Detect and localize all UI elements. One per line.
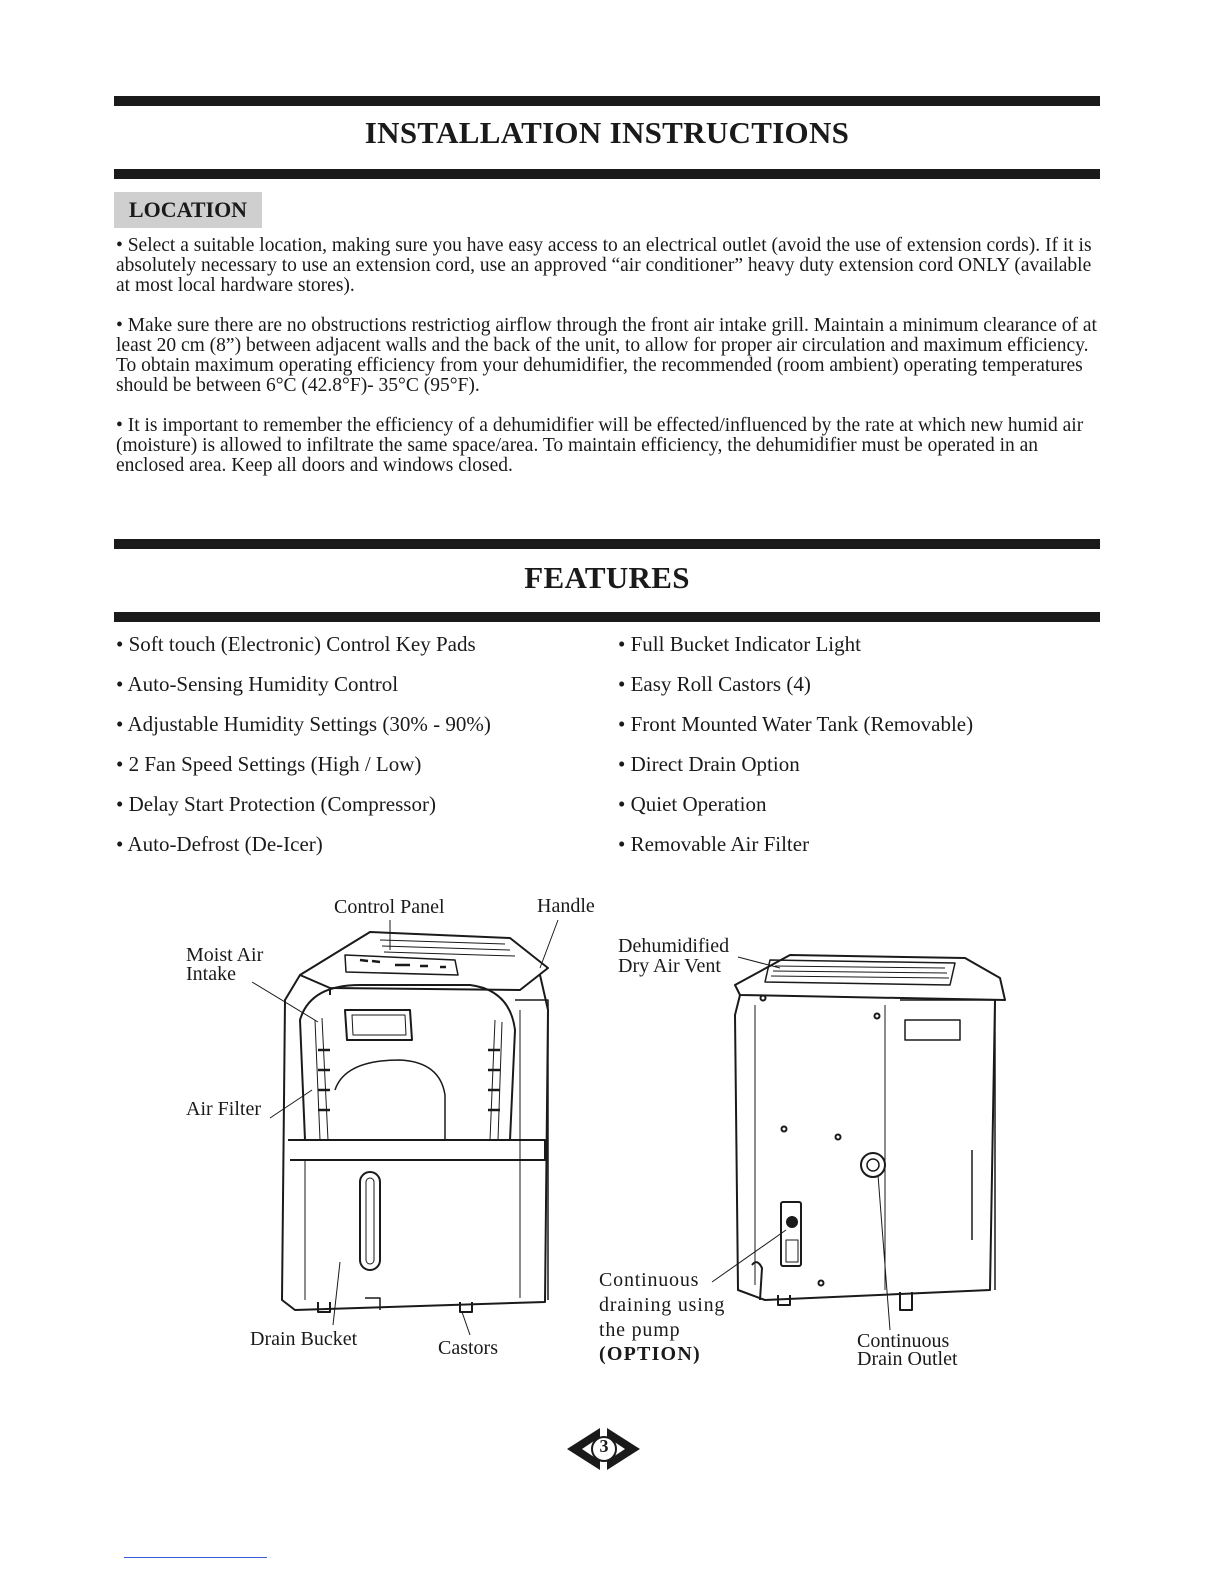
feature-item: • Easy Roll Castors (4) [618,672,811,696]
location-paragraph-2: • Make sure there are no obstructions restrictiog airflow through the front air intake grill. Maintain a minimum clearance of at least 20 cm (8”) between adjacent walls and the back of the unit, to allow for proper air circulation and maximum efficiency. To obtain maximum operating efficiency from your dehumidifier, the recommended (room ambient) operating temperatures should be between 6°C (42.8°F)- 35°C (95°F). [116,315,1097,396]
castors-label: Castors [438,1337,498,1359]
feature-item: • Auto-Defrost (De-Icer) [116,832,323,856]
feature-item: • Full Bucket Indicator Light [618,632,861,656]
pump-label-line2: draining using [599,1294,726,1316]
vent-label-line1: Dehumidified [618,935,730,957]
feature-item: • Quiet Operation [618,792,767,816]
feature-item: • 2 Fan Speed Settings (High / Low) [116,752,422,776]
feature-item: • Delay Start Protection (Compressor) [116,792,436,816]
control-panel-label: Control Panel [334,896,445,918]
features-title: FEATURES [524,560,690,595]
moist-air-label: Moist Air [186,944,264,966]
location-badge: LOCATION [114,192,262,228]
location-paragraph-3: • It is important to remember the efficiency of a dehumidifier will be effected/influenced by the rate at which new humid air (moisture) is allowed to infiltrate the same space/area. To maintain efficiency, the dehumidifier must be operated in an enclosed area. Keep all doors and windows closed. [116,415,1084,476]
back-unit-drawing [712,955,1005,1330]
front-unit-drawing [252,920,558,1335]
feature-item: • Soft touch (Electronic) Control Key Pads [116,632,476,656]
page-title: INSTALLATION INSTRUCTIONS [364,115,850,150]
drain-outlet-label-line1: Continuous [857,1330,950,1352]
feature-item: • Auto-Sensing Humidity Control [116,672,399,696]
page-number-wrap [572,1424,642,1474]
pump-option-label: (OPTION) [599,1343,701,1365]
feature-item: • Front Mounted Water Tank (Removable) [618,712,974,736]
page-number: 3 [599,1436,609,1456]
drain-bucket-label: Drain Bucket [250,1328,358,1350]
drain-outlet-label-line2: Drain Outlet [857,1348,958,1370]
feature-item: • Direct Drain Option [618,752,800,776]
bottom-line-artifact [124,1557,267,1558]
pump-label-line3: the pump [599,1319,681,1341]
vent-label-line2: Dry Air Vent [618,955,721,977]
pump-label-line1: Continuous [599,1269,700,1291]
air-filter-label: Air Filter [186,1098,261,1120]
intake-label: Intake [186,963,236,985]
feature-item: • Adjustable Humidity Settings (30% - 90%) [116,712,491,736]
feature-item: • Removable Air Filter [618,832,810,856]
location-paragraph-1: • Select a suitable location, making sure you have easy access to an electrical outlet (avoid the use of extension cords). If it is absolutely necessary to use an extension cord, use an approved “air conditioner” heavy duty extension cord ONLY (available at most local hardware stores). [116,235,1092,296]
handle-label: Handle [537,895,595,917]
